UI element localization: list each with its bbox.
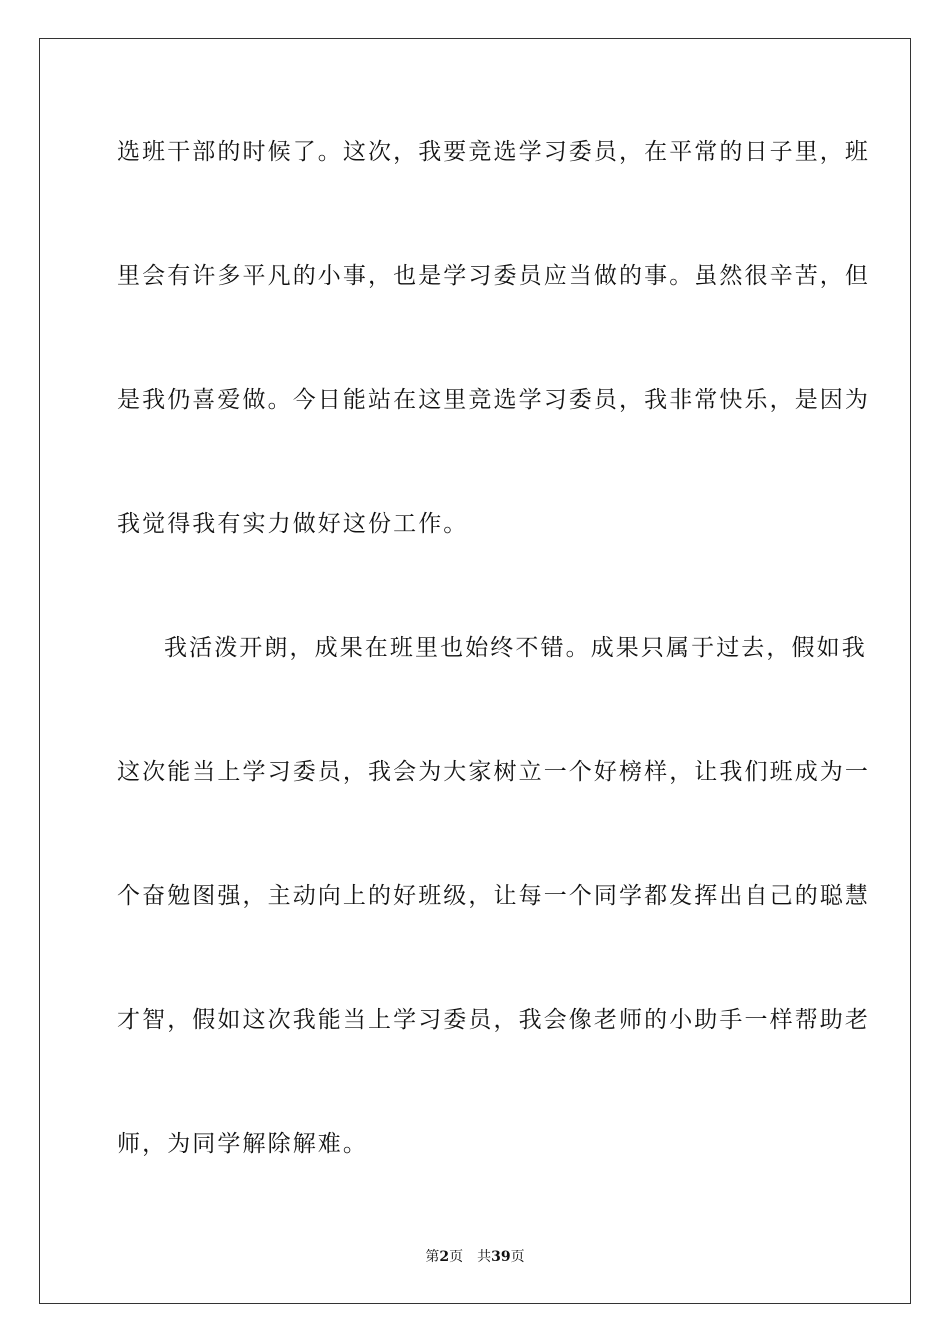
body-text-line-6: 这次能当上学习委员，我会为大家树立一个好榜样，让我们班成为一 [117,759,870,785]
current-page-number: 2 [439,1249,450,1265]
total-suffix: 页 [510,1249,525,1265]
body-text-line-5: 我活泼开朗，成果在班里也始终不错。成果只属于过去，假如我 [164,635,867,661]
body-text-line-2: 里会有许多平凡的小事，也是学习委员应当做的事。虽然很辛苦，但 [117,263,870,289]
body-text-line-4: 我觉得我有实力做好这份工作。 [117,511,469,537]
body-text-line-9: 师，为同学解除解难。 [117,1131,368,1157]
page-suffix: 页 [449,1249,464,1265]
total-prefix: 共 [477,1249,492,1265]
total-page-number: 39 [491,1249,511,1265]
body-text-line-3: 是我仍喜爱做。今日能站在这里竞选学习委员，我非常快乐，是因为 [117,387,870,413]
page-footer [0,1248,950,1266]
total-pages [477,1249,524,1265]
body-text-line-1: 选班干部的时候了。这次，我要竞选学习委员，在平常的日子里，班 [117,139,870,165]
page-number [425,1249,463,1265]
page-prefix: 第 [425,1249,440,1265]
body-text-line-8: 才智，假如这次我能当上学习委员，我会像老师的小助手一样帮助老 [117,1007,870,1033]
page-border [39,38,911,1304]
body-text-line-7: 个奋勉图强，主动向上的好班级，让每一个同学都发挥出自己的聪慧 [117,883,870,909]
